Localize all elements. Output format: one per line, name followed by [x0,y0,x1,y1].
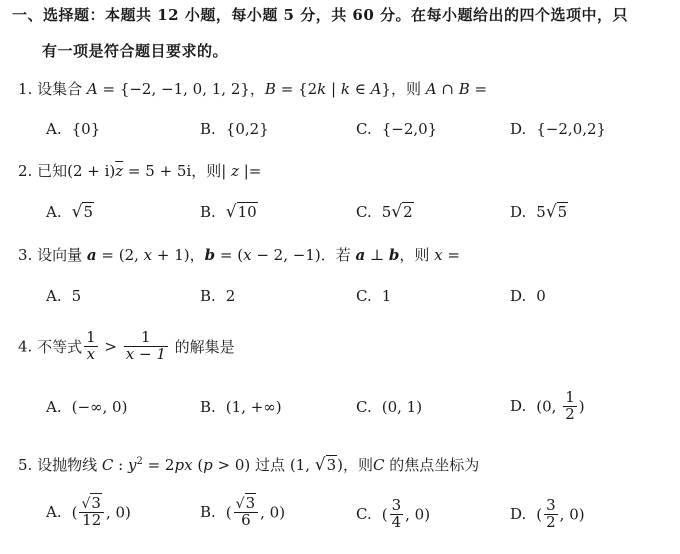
question-4-option-b[interactable]: B. (1, +∞) [200,398,282,416]
question-5-option-c[interactable]: C. ( $\frac{3}{4}$ , 0) [356,496,431,531]
question-3-option-c[interactable]: C. 1 [356,287,392,305]
radical: √5 [71,202,93,222]
fraction: $\frac{3}{2}$ [546,496,556,531]
question-2-option-b[interactable]: B. √10 [200,202,257,222]
fraction: $\frac{3}{4}$ [391,496,402,531]
radical: √10 [225,202,257,222]
question-2-option-c[interactable]: C. 5√2 [356,202,413,222]
question-1-option-a[interactable]: A. {0} [46,120,101,138]
question-3-option-d[interactable]: D. 0 [510,287,546,305]
question-1-option-c[interactable]: C. {−2,0} [356,120,438,138]
question-4-option-d[interactable]: D. (0, $\frac{1}{2}$ ) [510,388,585,423]
question-3-option-a[interactable]: A. 5 [46,287,82,305]
radical: √3 [81,494,101,512]
radical: √5 [545,202,568,222]
question-2-option-d[interactable]: D. 5√5 [510,202,568,222]
fraction: $\frac{1}{x}$ [86,328,96,363]
question-4-number: 4. [18,337,33,356]
question-2-number: 2. [18,162,33,180]
question-4-option-a[interactable]: A. (−∞, 0) [46,398,128,416]
question-3-number: 3. [18,246,33,264]
radical: √2 [391,202,413,222]
fraction: $\frac{√3}{6}$ [234,496,258,529]
question-5-number: 5. [18,456,33,474]
question-3-stem: 3. 设向量 a = (2, x + 1)，b = (x − 2, −1)．若 a ⊥ b，则 x = [18,246,460,264]
fraction: $\frac{1}{2}$ [565,388,575,423]
question-1-number: 1. [18,80,33,98]
section-header-line2: 有一项是符合题目要求的。 [42,42,229,60]
question-1-option-d[interactable]: D. {−2,0,2} [510,120,607,138]
question-2-stem: 2. 已知$(2 + i)\overline{z} = 5 + 5i$，则| z |= [18,162,262,180]
radical: √3 [314,455,337,475]
question-3-option-b[interactable]: B. 2 [200,287,236,305]
question-5-option-a[interactable]: A. ( $\frac{√3}{12}$ , 0) [46,494,131,529]
question-2-option-a[interactable]: A. √5 [46,202,93,222]
question-1-option-b[interactable]: B. {0,2} [200,120,269,138]
section-header-line1: 一、选择题：本题共 12 小题，每小题 5 分，共 60 分。在每小题给出的四个选项中，只 [12,6,629,24]
question-5-option-b[interactable]: B. ( $\frac{√3}{6}$ , 0) [200,494,286,529]
question-5-option-d[interactable]: D. ( $\frac{3}{2}$ , 0) [510,496,585,531]
question-5-stem: 5. 设抛物线 C : $y^2 = 2px$ (p > 0) 过点 (1, √3)，则C 的焦点坐标为 [18,455,480,475]
fraction: $\frac{1}{x - 1}$ [125,328,166,363]
fraction: $\frac{√3}{12}$ [79,496,103,529]
question-1-stem: 1. 设集合 A = {−2, −1, 0, 1, 2}，B = {2k | k ∈ A}，则 A ∩ B = [18,80,488,98]
question-4-stem: 4. 不等式 $\frac{1}{x}$ > $\frac{1}{x - 1}$ 的解集是 [18,328,235,363]
radical: √3 [235,494,256,512]
question-4-option-c[interactable]: C. (0, 1) [356,398,423,416]
